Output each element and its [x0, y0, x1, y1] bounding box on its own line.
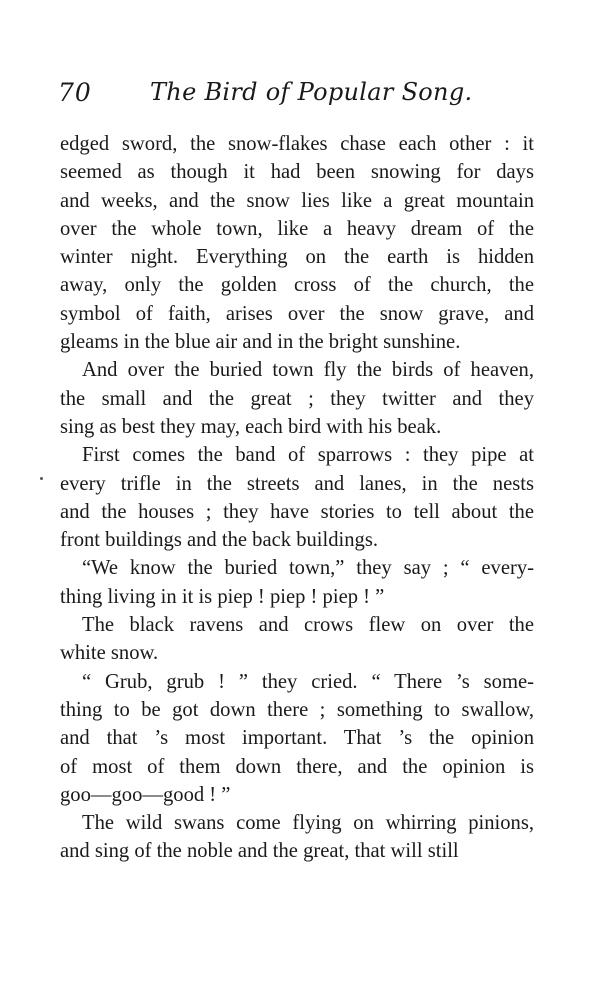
- text-line: white snow.: [60, 642, 159, 665]
- text-line: edged sword, the snow-flakes chase each other : it: [60, 133, 534, 155]
- text-line: First comes the band of sparrows : they pipe at: [82, 444, 534, 467]
- text-line: goo—goo—good ! ”: [60, 783, 231, 806]
- paragraph: [60, 554, 534, 611]
- text-line: front buildings and the back buildings.: [60, 529, 379, 552]
- body-text: [60, 130, 534, 866]
- text-line: every trifle in the streets and lanes, in the nests: [60, 472, 534, 495]
- paragraph: [60, 611, 534, 668]
- text-line: seemed as though it had been snowing for days: [60, 161, 534, 184]
- text-line: “ Grub, grub ! ” they cried. “ There ’s some-: [82, 670, 534, 693]
- text-line: the small and the great ; they twitter and they: [60, 387, 534, 410]
- text-line: The black ravens and crows flew on over the: [82, 614, 534, 637]
- paragraph: [60, 356, 534, 441]
- text-line: The wild swans come flying on whirring pinions,: [82, 812, 534, 835]
- text-line: over the whole town, like a heavy dream of the: [60, 217, 534, 240]
- text-line: thing to be got down there ; something to swallow,: [60, 698, 534, 721]
- running-title: The Bird of Popular Song.: [150, 78, 473, 106]
- text-line: and the houses ; they have stories to tell about the: [60, 500, 534, 523]
- text-line: and sing of the noble and the great, that will still: [60, 840, 459, 863]
- page-number: 70: [58, 78, 92, 107]
- paragraph: [60, 809, 534, 866]
- text-line: and that ’s most important. That ’s the opinion: [60, 727, 534, 750]
- text-line: and weeks, and the snow lies like a great mountain: [60, 189, 534, 212]
- paragraph: [60, 441, 534, 554]
- paragraph: [60, 668, 534, 809]
- page-header: [58, 78, 545, 118]
- paragraph: [60, 130, 534, 356]
- text-line: of most of them down there, and the opinion is: [60, 755, 534, 778]
- text-line: And over the buried town fly the birds of heaven,: [82, 359, 534, 382]
- text-line: gleams in the blue air and in the bright sunshine.: [60, 331, 461, 354]
- text-line: thing living in it is piep ! piep ! piep ! ”: [60, 585, 385, 608]
- text-line: winter night. Everything on the earth is hidden: [60, 246, 534, 269]
- text-line: “We know the buried town,” they say ; “ every-: [82, 557, 534, 580]
- stray-ink-mark: [40, 477, 43, 480]
- text-line: away, only the golden cross of the church, the: [60, 274, 534, 297]
- text-line: sing as best they may, each bird with his beak.: [60, 415, 442, 438]
- text-line: symbol of faith, arises over the snow grave, and: [60, 302, 534, 325]
